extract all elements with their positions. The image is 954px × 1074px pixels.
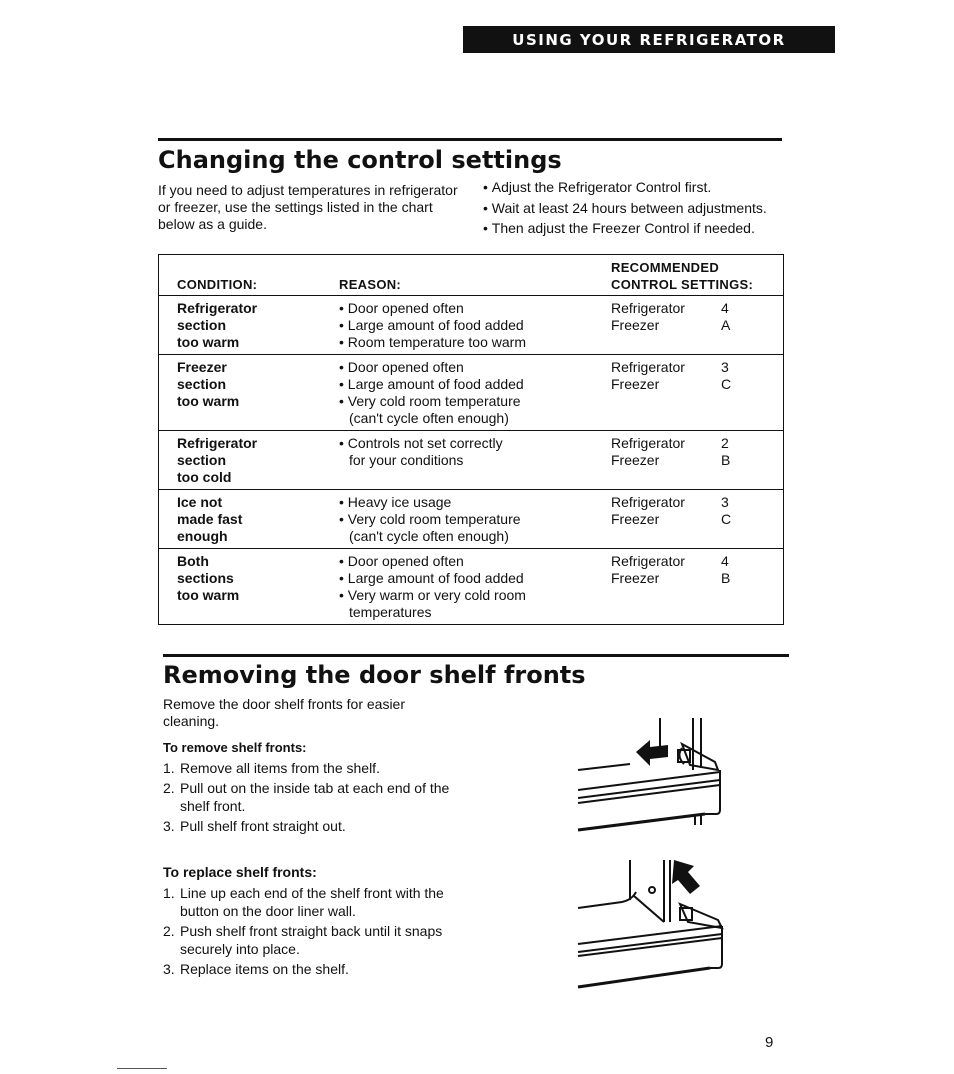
remove-heading: To remove shelf fronts: — [163, 740, 307, 755]
column-header-settings: RECOMMENDED CONTROL SETTINGS: — [611, 260, 754, 292]
table-row — [159, 490, 784, 549]
table-row — [159, 296, 784, 355]
arrow-up-left-icon — [672, 860, 700, 894]
table-row — [159, 549, 784, 625]
settings-cell: Refrigerator 3 Freezer C — [611, 490, 784, 549]
list-item: 2. Push shelf front straight back until it snaps securely into place. — [163, 923, 443, 957]
reason-cell: • Door opened often • Large amount of food added • Very cold room temperature (can't cycle often enough) — [337, 355, 611, 431]
bullet-item: • Adjust the Refrigerator Control first. — [483, 177, 767, 198]
condition-cell: Freezer section too warm — [159, 355, 338, 431]
section-title-door-shelf: Removing the door shelf fronts — [163, 661, 586, 689]
page-number: 9 — [765, 1034, 774, 1051]
section-banner: USING YOUR REFRIGERATOR — [463, 26, 835, 53]
bullet-item: • Then adjust the Freezer Control if needed. — [483, 218, 767, 239]
intro-paragraph: Remove the door shelf fronts for easier cleaning. — [163, 696, 406, 729]
list-item: 2. Pull out on the inside tab at each end of the shelf front. — [163, 780, 450, 814]
settings-cell: Refrigerator 4 Freezer A — [611, 296, 784, 355]
bullet-item: • Wait at least 24 hours between adjustments. — [483, 198, 767, 219]
remove-shelf-illustration — [570, 710, 735, 840]
arrow-left-icon — [636, 740, 668, 766]
condition-cell: Ice not made fast enough — [159, 490, 338, 549]
section-title-control-settings: Changing the control settings — [158, 146, 562, 174]
list-item: 1. Line up each end of the shelf front with the button on the door liner wall. — [163, 885, 444, 919]
condition-cell: Both sections too warm — [159, 549, 338, 625]
settings-cell: Refrigerator 4 Freezer B — [611, 549, 784, 625]
list-item: 3. Pull shelf front straight out. — [163, 818, 346, 834]
reason-cell: • Heavy ice usage • Very cold room temperature (can't cycle often enough) — [337, 490, 611, 549]
section-divider — [163, 654, 789, 657]
replace-steps — [163, 884, 453, 980]
adjustment-bullets — [483, 177, 767, 239]
settings-cell: Refrigerator 3 Freezer C — [611, 355, 784, 431]
control-settings-chart — [158, 254, 784, 625]
column-header-condition: CONDITION: — [177, 277, 258, 292]
settings-cell: Refrigerator 2 Freezer B — [611, 431, 784, 490]
list-item: 1. Remove all items from the shelf. — [163, 760, 380, 776]
reason-cell: • Door opened often • Large amount of food added • Very warm or very cold room temperatures — [337, 549, 611, 625]
replace-shelf-illustration — [570, 852, 735, 994]
section-divider — [158, 138, 782, 141]
intro-paragraph: If you need to adjust temperatures in refrigerator or freezer, use the settings listed in the chart below as a guide. — [158, 182, 458, 232]
table-row — [159, 431, 784, 490]
reason-cell: • Controls not set correctly for your conditions — [337, 431, 611, 490]
replace-heading: To replace shelf fronts: — [163, 864, 317, 880]
condition-cell: Refrigerator section too cold — [159, 431, 338, 490]
list-item: 3. Replace items on the shelf. — [163, 961, 349, 977]
condition-cell: Refrigerator section too warm — [159, 296, 338, 355]
footer-mark — [117, 1068, 167, 1069]
column-header-reason: REASON: — [339, 277, 402, 292]
table-row — [159, 355, 784, 431]
remove-steps — [163, 759, 463, 837]
reason-cell: • Door opened often • Large amount of food added • Room temperature too warm — [337, 296, 611, 355]
